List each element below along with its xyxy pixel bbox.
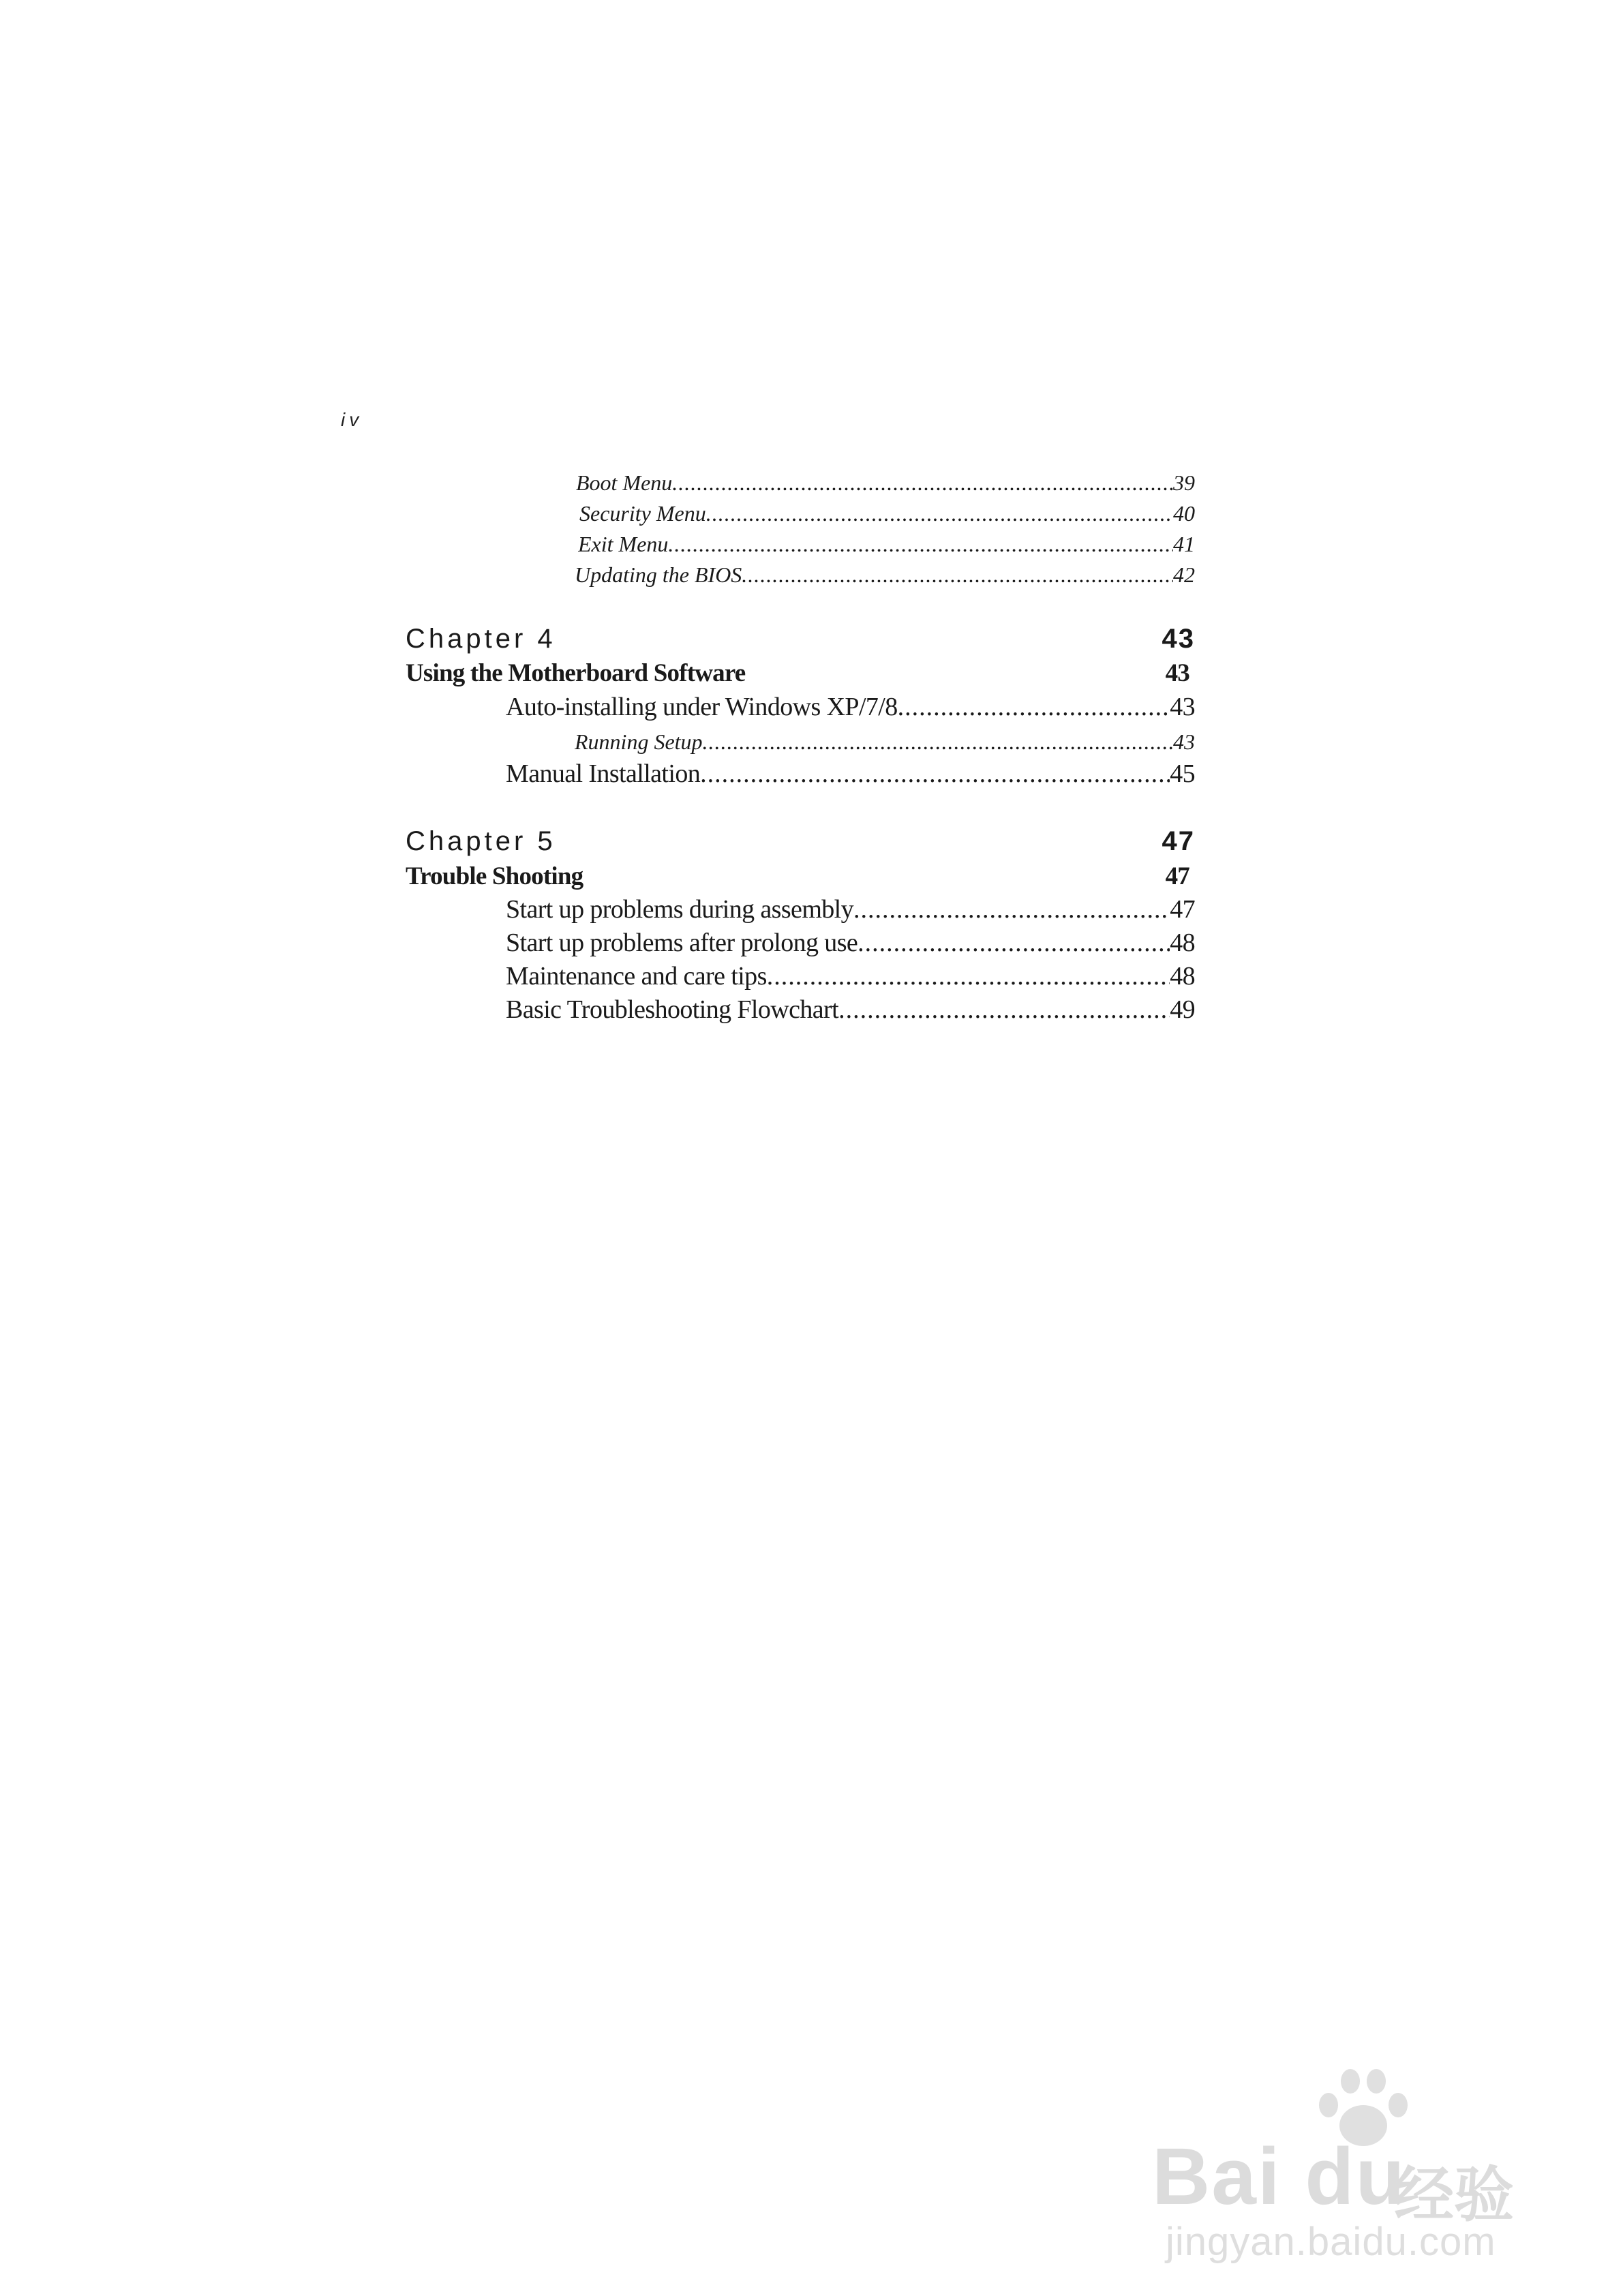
chapter-4-header[interactable] — [406, 624, 1195, 654]
toc-entry-page: 49 — [1170, 995, 1195, 1024]
watermark-url: jingyan.baidu.com — [1166, 2220, 1496, 2264]
toc-entry-page: 43 — [1173, 729, 1195, 754]
chapter-label: Chapter 5 — [406, 826, 556, 856]
toc-entry-label: Updating the BIOS — [575, 562, 742, 587]
dot-leader — [703, 729, 1173, 755]
toc-entry-label: Exit Menu — [578, 532, 669, 556]
toc-entry-label: Maintenance and care tips — [506, 962, 767, 991]
toc-entry-page: 48 — [1170, 962, 1195, 991]
toc-entry-label: Start up problems after prolong use — [506, 928, 858, 957]
dot-leader — [853, 894, 1170, 924]
toc-entry-manual-installation[interactable] — [506, 759, 1195, 789]
chapter-title-page: 47 — [1165, 862, 1189, 890]
toc-entry-label: Running Setup — [575, 729, 703, 754]
toc-entry-startup-assembly[interactable] — [506, 894, 1195, 924]
toc-entry-page: 43 — [1170, 693, 1195, 721]
toc-entry-label: Basic Troubleshooting Flowchart — [506, 995, 839, 1024]
toc-entry-exit-menu[interactable] — [578, 532, 1195, 557]
toc-entry-startup-prolong-use[interactable] — [506, 928, 1195, 958]
toc-entry-label: Security Menu — [579, 501, 706, 526]
toc-entry-label: Auto-installing under Windows XP/7/8 — [506, 693, 898, 721]
toc-entry-maintenance-tips[interactable] — [506, 961, 1195, 991]
dot-leader — [767, 961, 1170, 991]
toc-entry-page: 41 — [1173, 532, 1195, 556]
chapter-title: Trouble Shooting — [406, 862, 583, 890]
chapter-4-title[interactable] — [406, 659, 1189, 688]
chapter-page: 47 — [1162, 826, 1195, 856]
chapter-label: Chapter 4 — [406, 624, 556, 654]
toc-entry-boot-menu[interactable] — [576, 470, 1195, 496]
dot-leader — [668, 532, 1173, 557]
toc-entry-running-setup[interactable] — [575, 729, 1195, 755]
toc-entry-page: 47 — [1170, 895, 1195, 924]
dot-leader — [706, 501, 1173, 526]
dot-leader — [672, 470, 1173, 496]
toc-entry-page: 42 — [1173, 562, 1195, 587]
toc-entry-page: 40 — [1173, 501, 1195, 526]
dot-leader — [742, 562, 1173, 588]
chapter-5-header[interactable] — [406, 826, 1195, 857]
toc-entry-page: 45 — [1170, 759, 1195, 788]
chapter-page: 43 — [1162, 624, 1195, 654]
dot-leader — [700, 759, 1170, 789]
toc-entry-auto-installing[interactable] — [506, 692, 1195, 722]
toc-entry-label: Boot Menu — [576, 470, 673, 495]
dot-leader — [858, 928, 1170, 958]
page-number: iv — [341, 409, 363, 430]
toc-entry-security-menu[interactable] — [579, 501, 1195, 526]
dot-leader — [838, 995, 1170, 1025]
chapter-title: Using the Motherboard Software — [406, 659, 746, 687]
toc-entry-page: 39 — [1173, 470, 1195, 495]
chapter-title-page: 43 — [1165, 659, 1189, 687]
toc-entry-label: Manual Installation — [506, 759, 701, 788]
watermark-brand-cn: 经验 — [1394, 2160, 1515, 2230]
toc-entry-updating-bios[interactable] — [575, 562, 1195, 588]
chapter-5-title[interactable] — [406, 862, 1189, 891]
dot-leader — [898, 692, 1170, 722]
toc-entry-label: Start up problems during assembly — [506, 895, 854, 924]
watermark-brand: Bai du — [1152, 2132, 1406, 2222]
toc-entry-troubleshooting-flowchart[interactable] — [506, 995, 1195, 1025]
toc-entry-page: 48 — [1170, 928, 1195, 957]
baidu-watermark — [1152, 2066, 1561, 2264]
